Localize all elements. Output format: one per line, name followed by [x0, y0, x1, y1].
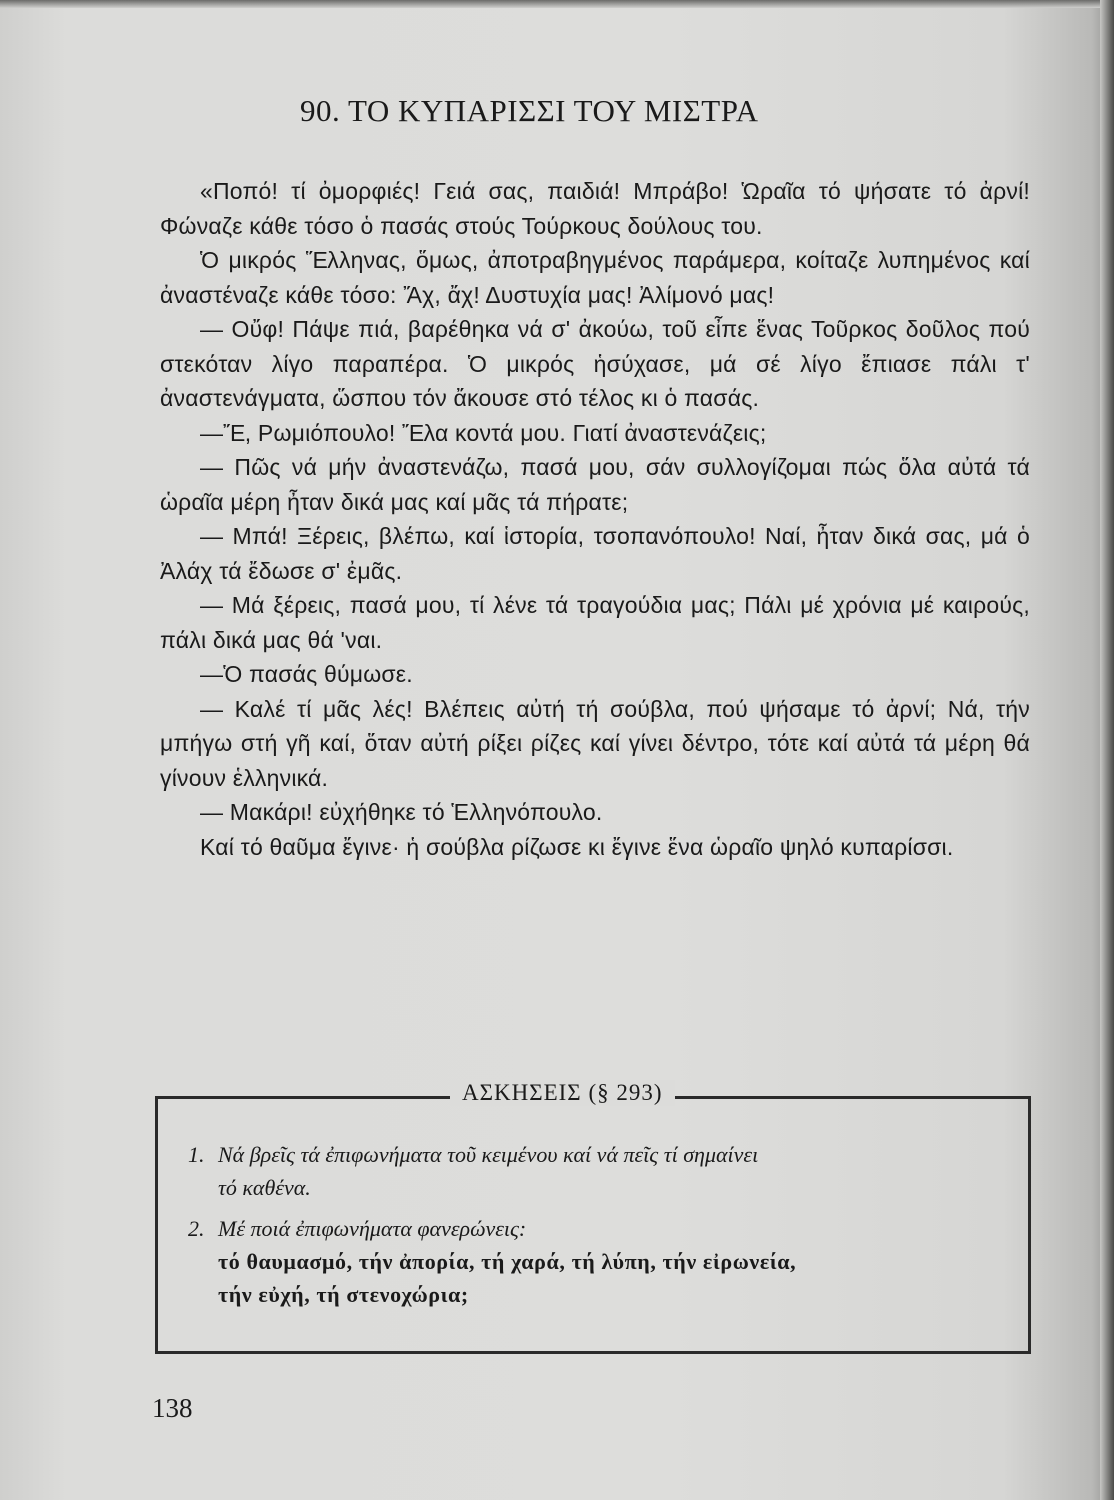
page-binding-shadow: [1100, 0, 1114, 1500]
paragraph: — Μακάρι! εὐχήθηκε τό Ἑλληνόπουλο.: [200, 799, 603, 825]
paragraph: — Μά ξέρεις, πασά μου, τί λένε τά τραγούδια μας; Πάλι μέ χρόνια μέ καιρούς, πάλι δικά μας θά 'ναι.: [160, 592, 1030, 653]
exercises-heading: ΑΣΚΗΣΕΙΣ (§ 293): [450, 1080, 675, 1106]
exercise-text: Μέ ποιά ἐπιφωνήματα φανερώνεις:: [218, 1216, 527, 1241]
paragraph: Ὁ μικρός Ἕλληνας, ὅμως, ἀποτραβηγμένος παράμερα, κοίταζε λυπημένος καί ἀναστέναζε κάθε τόσο: Ἄχ, ἄχ! Δυστυχία μας! Ἀλίμονό μας!: [160, 247, 1030, 308]
exercise-bold-text: τήν εὐχή, τή στενοχώρια;: [218, 1282, 469, 1307]
page-title: 90. ΤΟ ΚΥΠΑΡΙΣΣΙ ΤΟΥ ΜΙΣΤΡΑ: [300, 93, 759, 128]
paragraph: — Καλέ τί μᾶς λές! Βλέπεις αὐτή τή σούβλα, πού ψήσαμε τό ἀρνί; Νά, τήν μπήγω στή γῆ καί, ὅταν αὐτή ρίξει ρίζες καί γίνει δέντρο, τότε καί αὐτά τά μέρη θά γίνουν ἑλληνικά.: [160, 695, 1030, 791]
exercise-number: 2.: [188, 1216, 205, 1241]
page-number: 138: [152, 1393, 193, 1423]
exercise-list: [188, 1138, 1008, 1319]
exercise-bold-text: τό θαυμασμό, τήν ἀπορία, τή χαρά, τή λύπη, τήν εἰρωνεία,: [218, 1249, 797, 1274]
story-text: [160, 174, 1030, 864]
page-top-edge: [0, 0, 1114, 8]
exercise-text: Νά βρεῖς τά ἐπιφωνήματα τοῦ κειμένου καί νά πεῖς τί σημαίνει: [218, 1142, 759, 1167]
paragraph: —Ἔ, Ρωμιόπουλο! Ἔλα κοντά μου. Γιατί ἀναστενάζεις;: [200, 419, 767, 446]
exercise-item: [188, 1212, 1008, 1311]
paragraph: «Ποπό! τί ὀμορφιές! Γειά σας, παιδιά! Μπράβο! Ὡραῖα τό ψήσατε τό ἀρνί! Φώναζε κάθε τόσο ὁ πασάς στούς Τούρκους δούλους του.: [160, 178, 1030, 239]
paragraph: —Ὁ πασάς θύμωσε.: [200, 661, 413, 687]
paragraph: — Οὔφ! Πάψε πιά, βαρέθηκα νά σ' ἀκούω, τοῦ εἶπε ἕνας Τοῦρκος δοῦλος πού στεκόταν λίγο παραπέρα. Ὁ μικρός ἡσύχασε, μά σέ λίγο ἔπιασε πάλι τ' ἀναστενάγματα, ὥσπου τόν ἄκουσε στό τέλος κι ὁ πασάς.: [160, 316, 1030, 411]
exercise-number: 1.: [188, 1142, 205, 1167]
exercise-text-continued: τό καθένα.: [218, 1175, 311, 1200]
exercise-item: [188, 1138, 1008, 1204]
paragraph: — Πῶς νά μήν ἀναστενάζω, πασά μου, σάν συλλογίζομαι πώς ὅλα αὐτά τά ὡραῖα μέρη ἦταν δικά μας καί μᾶς τά πήρατε;: [160, 454, 1030, 515]
paragraph: Καί τό θαῦμα ἔγινε· ἡ σούβλα ρίζωσε κι ἔγινε ἕνα ὡραῖο ψηλό κυπαρίσσι.: [200, 833, 954, 860]
paragraph: — Μπά! Ξέρεις, βλέπω, καί ἱστορία, τσοπανόπουλο! Ναί, ἦταν δικά σας, μά ὁ Ἀλάχ τά ἔδωσε σ' ἐμᾶς.: [160, 523, 1030, 584]
